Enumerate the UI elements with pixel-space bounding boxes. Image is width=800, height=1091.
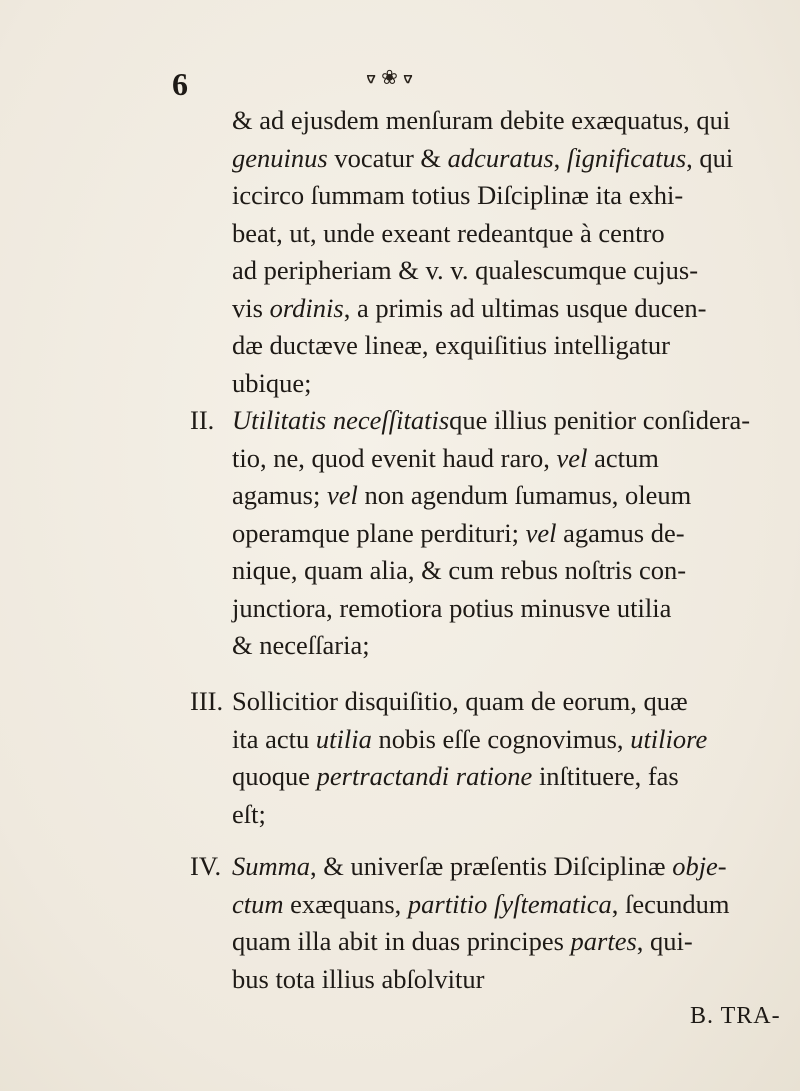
page-number: 6 — [172, 66, 188, 102]
text-line: beat, ut, unde exeant redeantque à centro — [232, 217, 665, 248]
text-line: ctum exæquans, partitio ſyſtematica, ſecundum — [232, 888, 730, 919]
text-line: operamque plane perdituri; vel agamus de- — [232, 517, 685, 548]
text-line: iccirco ſummam totius Diſciplinæ ita exhi- — [232, 180, 684, 210]
section-ii — [190, 402, 792, 665]
section-iv — [190, 848, 792, 998]
text-line: III. Sollicitior disquiſitio, quam de eorum, quæ — [232, 683, 792, 721]
text-line: II. Utilitatis neceſſitatisque illius penitior conſidera- — [232, 402, 792, 440]
text-line: ad peripheriam & v. v. qualescumque cujus- — [232, 255, 699, 285]
text-line: nique, quam alia, & cum rebus noſtris con- — [232, 555, 687, 585]
text-line: ubique; — [232, 367, 312, 398]
section-label: II. — [190, 405, 215, 435]
text-line: bus tota illius abſolvitur — [232, 963, 485, 994]
text-line: quoque pertractandi ratione inſtituere, fas — [232, 761, 679, 791]
section-label: IV. — [190, 851, 222, 881]
section-label: III. — [190, 686, 224, 716]
catchword: B. TRA- — [690, 1003, 781, 1029]
text-line: vis ordinis, a primis ad ultimas usque ducen- — [232, 292, 707, 323]
paragraph-continuation — [232, 102, 782, 402]
text-line: ita actu utilia nobis eſſe cognovimus, utiliore — [232, 723, 708, 754]
text-line: dæ ductæve lineæ, exquiſitius intelligatur — [232, 330, 670, 360]
text-line: tio, ne, quod evenit haud raro, vel actum — [232, 442, 659, 473]
text-line: genuinus vocatur & adcuratus, ſignificatus, qui — [232, 142, 734, 173]
text-line: & neceſſaria; — [232, 630, 370, 660]
text-line: & ad ejusdem menſuram debite exæquatus, qui — [232, 105, 731, 135]
text-line: agamus; vel non agendum ſumamus, oleum — [232, 480, 692, 510]
section-iii — [190, 683, 792, 833]
text-line: quam illa abit in duas principes partes, qui- — [232, 926, 693, 956]
text-line: IV. Summa, & univerſæ præſentis Diſciplinæ obje- — [232, 848, 792, 886]
header-ornament: ᢦ ❀ ᢦ — [366, 67, 413, 89]
text-line: junctiora, remotiora potius minusve utilia — [232, 592, 672, 623]
text-line: eſt; — [232, 798, 266, 829]
